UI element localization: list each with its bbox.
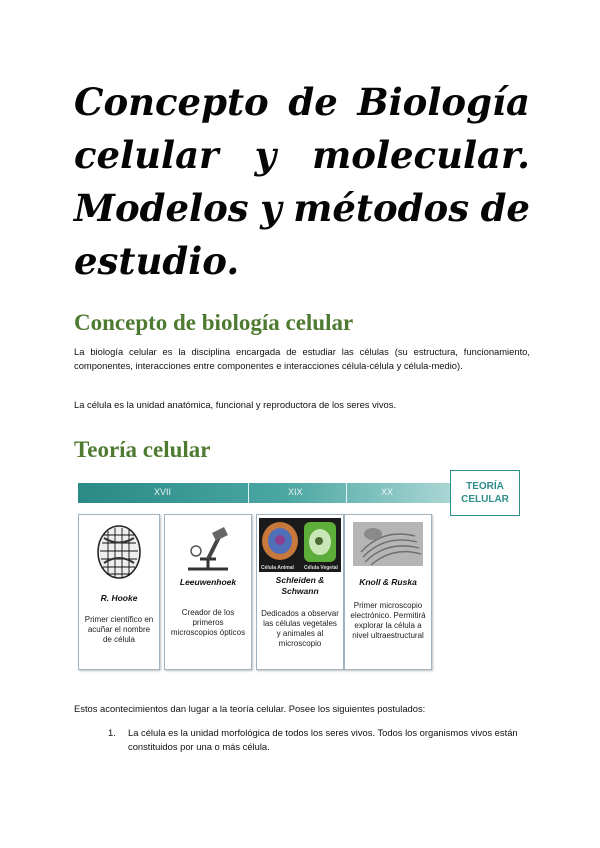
card-scientist-name: R. Hooke (100, 593, 138, 603)
title-word: Modelos (74, 186, 249, 230)
timeline-card-leeuwenhoek (164, 514, 252, 670)
paragraph-definition: La biología celular es la disciplina encargada de estudiar las células (su estructura, funcionamiento, componentes, interacciones entre componentes e interacciones célula-célula y célula-medio). (74, 346, 530, 371)
list-item-number: 1. (108, 727, 116, 738)
era-label-xix: XIX (288, 487, 303, 497)
list-item-text: La célula es la unidad morfológica de todos los seres vivos. Todos los organismos vivos están constituidos por una o más célula. (128, 727, 518, 752)
title-word: métodos (293, 186, 470, 230)
timeline-card-schleiden-schwann (256, 514, 344, 670)
title-word: molecular. (312, 133, 530, 177)
era-label-xx: XX (381, 487, 394, 497)
animal-vegetal-cells-icon (259, 518, 341, 572)
title-word: y (254, 133, 277, 177)
era-label-xvii: XVII (154, 487, 172, 497)
card-scientist-name: Knoll & Ruska (359, 577, 417, 587)
card-scientist-name: Schleiden & Schwann (275, 575, 325, 596)
title-word: de (480, 186, 530, 230)
era-divider (248, 483, 249, 503)
title-word: celular (74, 133, 219, 177)
card-description: Creador de los primeros microscopios ópticos (170, 608, 246, 637)
paragraph-cell-unit: La célula es la unidad anatómica, funcional y reproductora de los seres vivos. (74, 399, 397, 410)
title-word: de (288, 80, 338, 124)
paragraph-theory-intro: Estos acontecimientos dan lugar a la teoría celular. Posee los siguientes postulados: (74, 703, 426, 714)
list-item (108, 726, 530, 754)
cell-theory-timeline-figure (78, 474, 518, 674)
cork-cells-drawing-icon (94, 523, 144, 581)
card-description: Dedicados a observar las células vegetales y animales al microscopio (261, 609, 339, 648)
animal-cell-label: Célula Animal (261, 565, 294, 571)
cell-theory-box-line1: TEORÍA (466, 481, 504, 492)
postulates-list (108, 726, 530, 754)
card-description: Primer científico en acuñar el nombre de célula (84, 615, 154, 644)
section-heading-concept: Concepto de biología celular (74, 310, 354, 335)
cell-theory-box (450, 470, 520, 516)
title-line-3 (74, 182, 530, 235)
title-line-1 (74, 76, 530, 129)
electron-micrograph-icon (353, 522, 423, 566)
cell-theory-box-line2: CELULAR (461, 494, 509, 505)
timeline-arrow (78, 483, 450, 503)
title-word: Concepto (74, 80, 269, 124)
card-scientist-name: Leeuwenhoek (179, 577, 237, 587)
title-word: Biología (357, 80, 530, 124)
title-line-4: estudio. (74, 239, 240, 283)
card-description: Primer microscopio electrónico. Permitirá explorar la célula a nivel ultraestructural (350, 601, 426, 640)
document-title (74, 76, 530, 288)
timeline-card-knoll-ruska (344, 514, 432, 670)
section-heading-theory: Teoría celular (74, 437, 211, 462)
title-line-2 (74, 129, 530, 182)
timeline-card-hooke (78, 514, 160, 670)
era-divider (346, 483, 347, 503)
optical-microscope-icon (180, 523, 236, 573)
title-word: y (260, 186, 282, 230)
vegetal-cell-label: Célula Vegetal (304, 565, 338, 571)
